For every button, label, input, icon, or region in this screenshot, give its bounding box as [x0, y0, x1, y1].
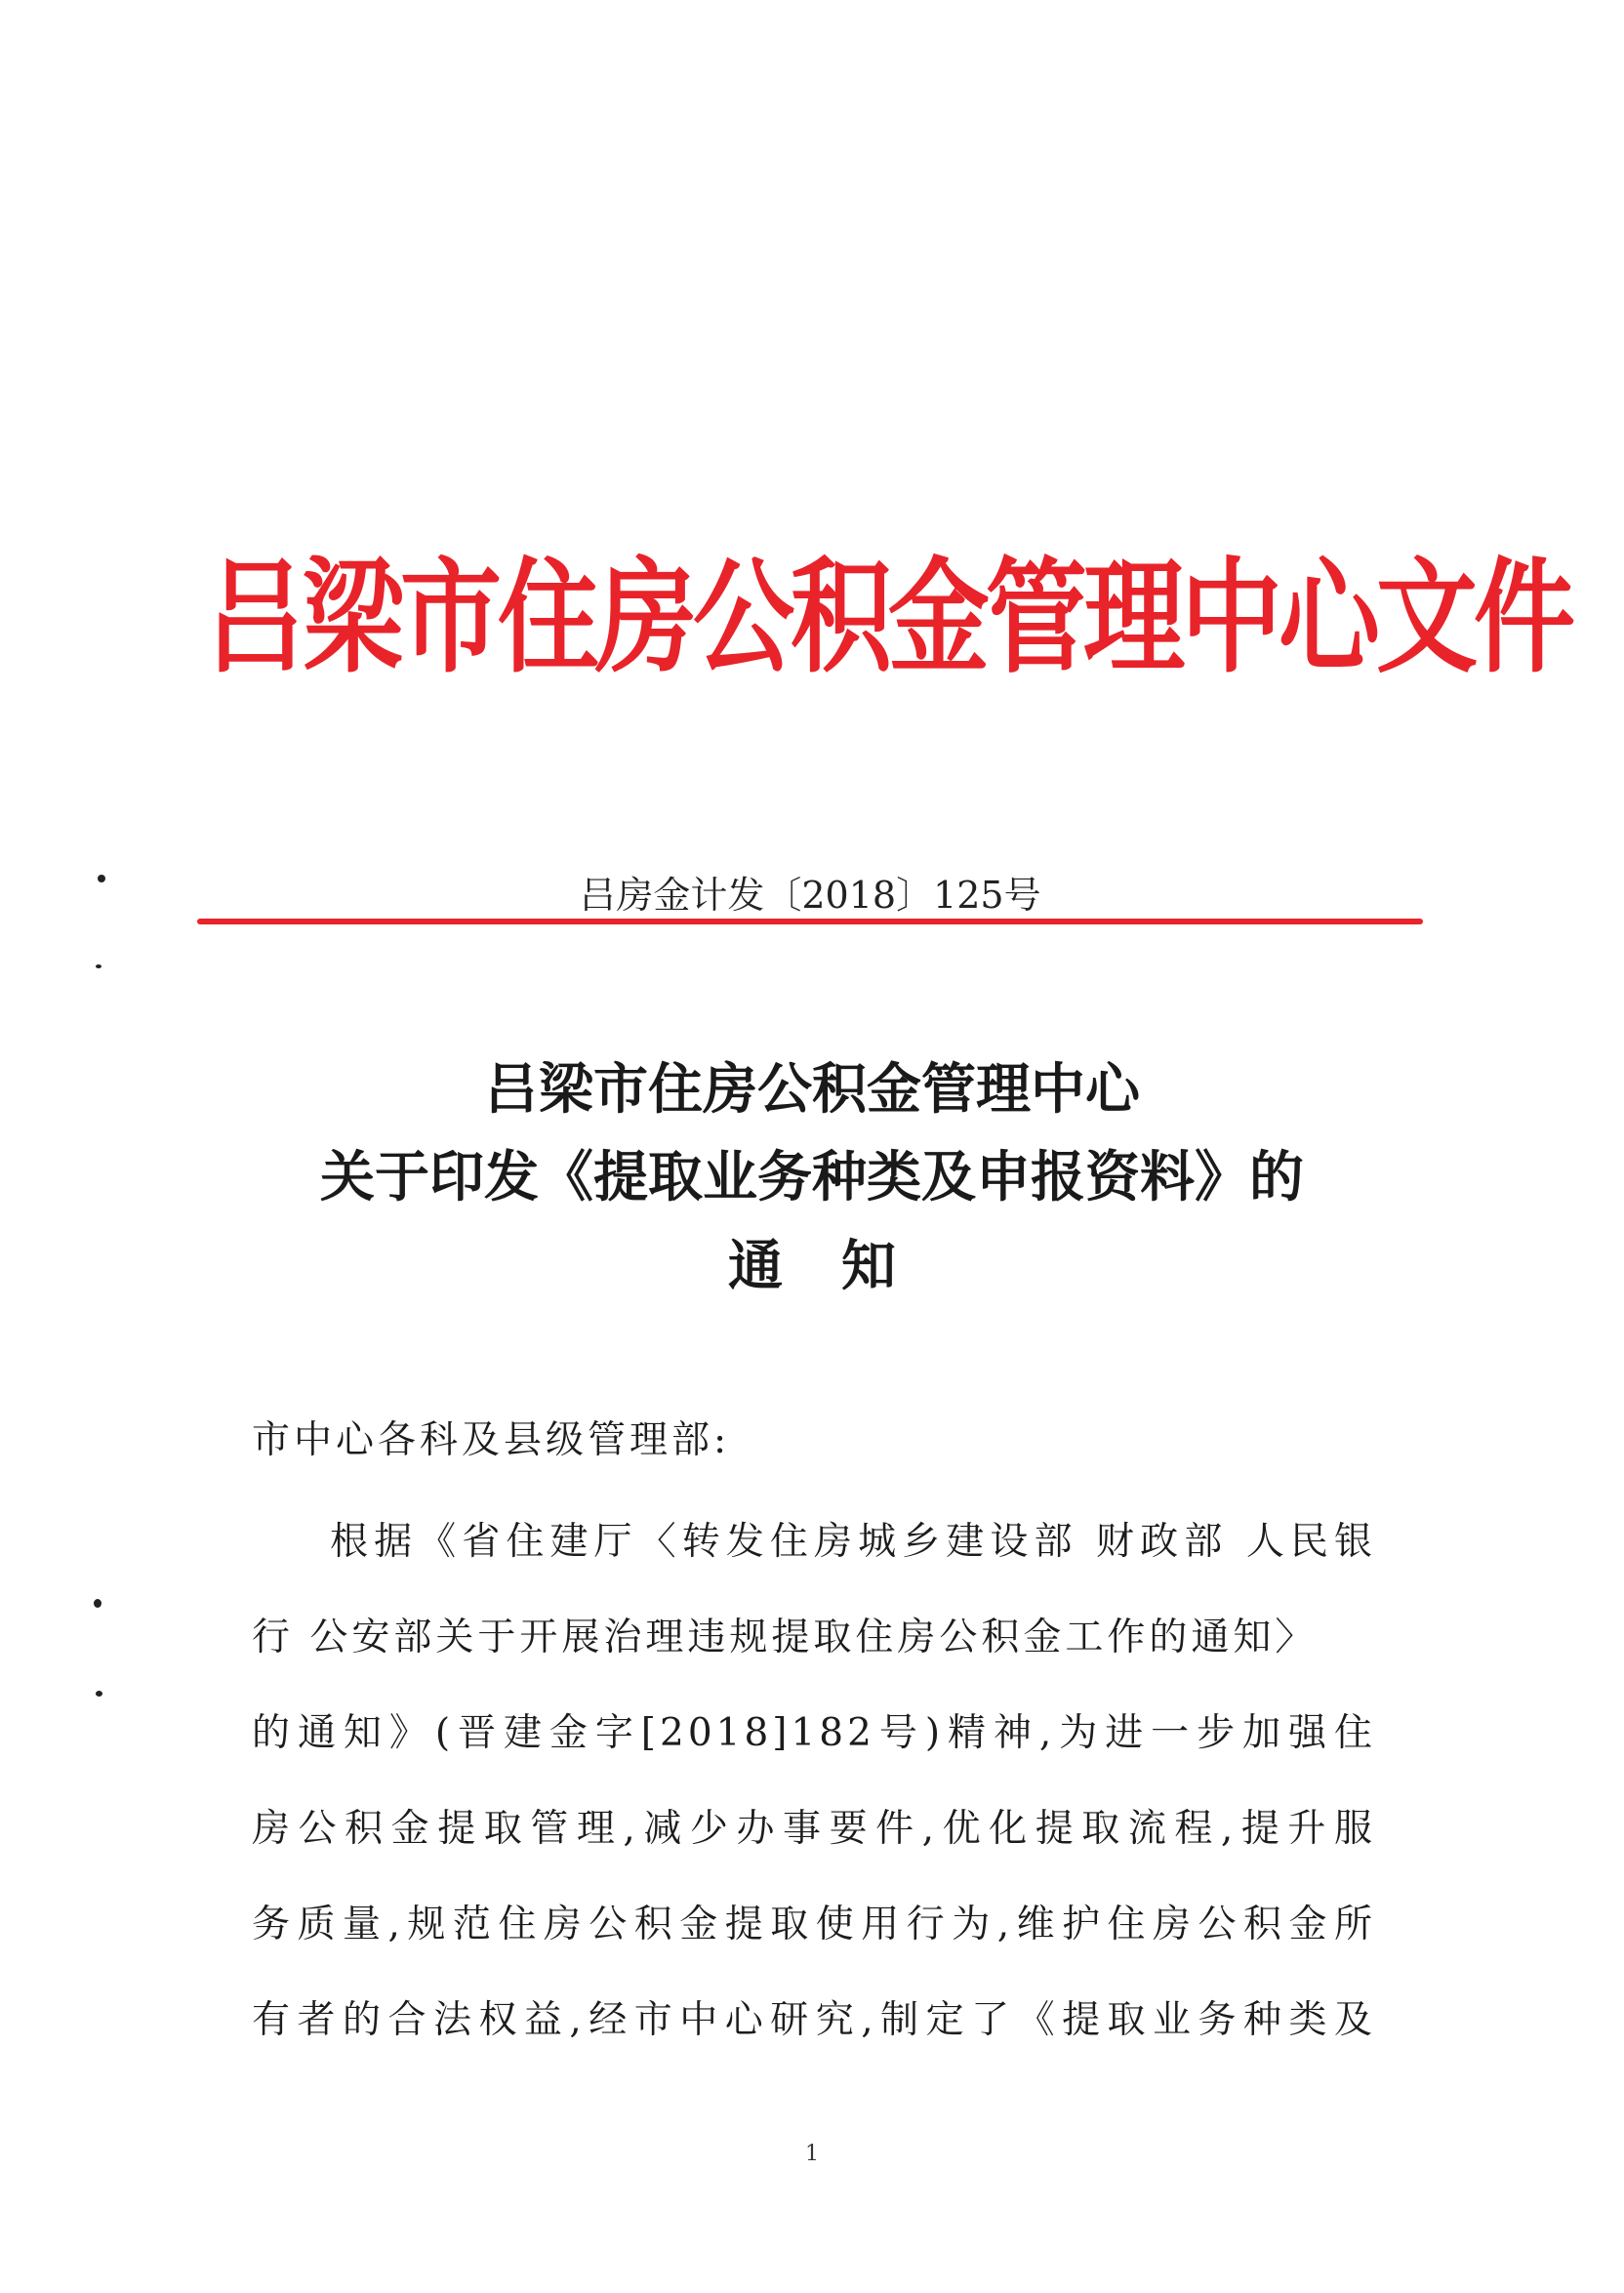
body-line-2: 行 公安部关于开展治理违规提取住房公积金工作的通知〉 [252, 1616, 1318, 1659]
body-line-1: 根据《省住建厅〈转发住房城乡建设部 财政部 人民银 [330, 1520, 1376, 1564]
binding-mark [94, 1599, 102, 1608]
body-line-4: 房公积金提取管理,减少办事要件,优化提取流程,提升服 [252, 1807, 1376, 1851]
document-header-title: 吕梁市住房公积金管理中心文件 [205, 543, 1572, 690]
notice-title-line-1: 吕梁市住房公积金管理中心 [484, 1057, 1140, 1122]
binding-mark [98, 875, 105, 882]
document-number: 吕房金计发〔2018〕125号 [579, 874, 1041, 917]
binding-mark [96, 964, 102, 968]
body-line-5: 务质量,规范住房公积金提取使用行为,维护住房公积金所 [252, 1903, 1376, 1946]
notice-title-line-3: 通知 [728, 1234, 954, 1298]
notice-title-line-2: 关于印发《提取业务种类及申报资料》的 [320, 1145, 1304, 1209]
red-divider-line [197, 919, 1423, 924]
page-number: 1 [805, 2142, 819, 2166]
body-line-6: 有者的合法权益,经市中心研究,制定了《提取业务种类及 [252, 1998, 1376, 2042]
body-line-3: 的通知》(晋建金字[2018]182号)精神,为进一步加强住 [252, 1711, 1376, 1755]
addressee: 市中心各科及县级管理部: [252, 1418, 731, 1462]
binding-mark [96, 1691, 102, 1697]
